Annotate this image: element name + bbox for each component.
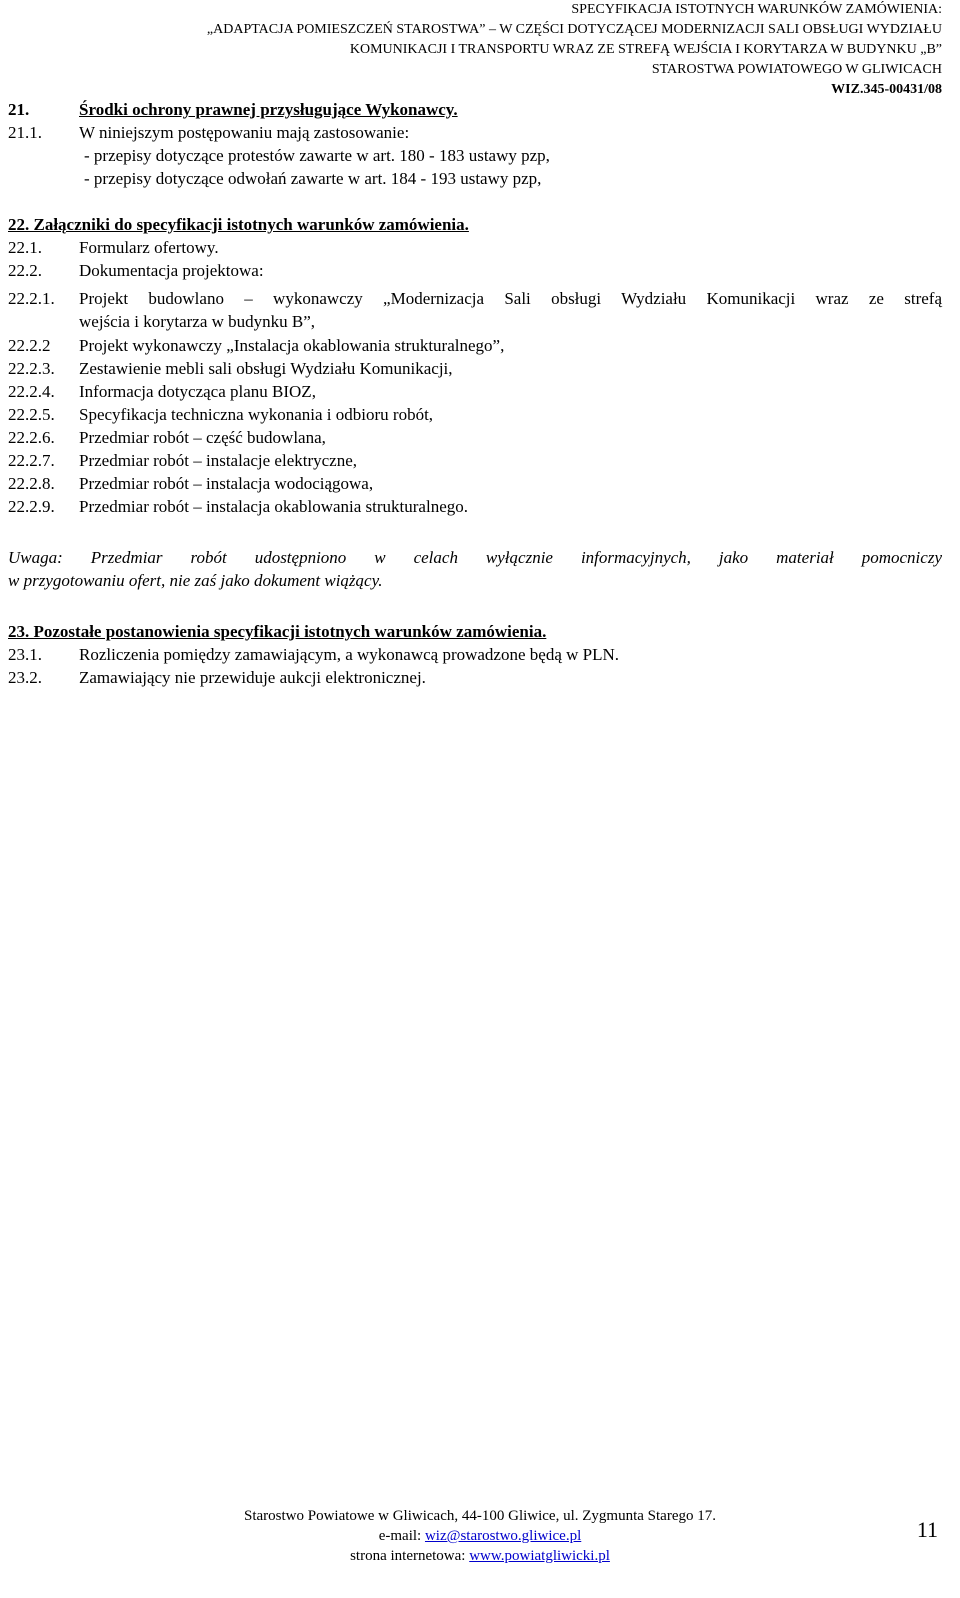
section-22-heading: 22. Załączniki do specyfikacji istotnych warunków zamówienia. (8, 215, 469, 234)
item-number: 23.2. (8, 668, 42, 687)
doc-22-2-1-line-2: wejścia i korytarza w budynku B”, (79, 312, 316, 331)
footer-email-label: e-mail: (378, 1528, 422, 1544)
section-title: Środki ochrony prawnej przysługujące Wykonawcy. (79, 100, 458, 119)
item-text: Przedmiar robót – instalacja okablowania strukturalnego. (79, 497, 468, 516)
note-line-1: Uwaga: Przedmiar robót udostępniono w celach wyłącznie informacyjnych, jako materiał pomocniczy (8, 548, 942, 567)
item-number: 22.1. (8, 238, 42, 257)
item-21-1-bullet-b: - przepisy dotyczące odwołań zawarte w art. 184 - 193 ustawy pzp, (84, 169, 542, 188)
footer-email (0, 1526, 960, 1546)
item-number: 21.1. (8, 123, 42, 142)
item-text: Zestawienie mebli sali obsługi Wydziału Komunikacji, (79, 359, 453, 378)
item-text: Rozliczenia pomiędzy zamawiającym, a wykonawcą prowadzone będą w PLN. (79, 645, 620, 664)
item-text: Informacja dotycząca planu BIOZ, (79, 382, 316, 401)
running-header (207, 0, 942, 100)
item-text: Specyfikacja techniczna wykonania i odbioru robót, (79, 405, 434, 424)
item-text: Przedmiar robót – instalacje elektryczne, (79, 451, 358, 470)
header-reference: WIZ.345-00431/08 (831, 82, 942, 97)
item-number: 22.2.3. (8, 359, 55, 378)
item-text: Projekt wykonawczy „Instalacja okablowania strukturalnego”, (79, 336, 505, 355)
footer-email-link[interactable]: wiz@starostwo.gliwice.pl (424, 1528, 582, 1544)
item-text: Przedmiar robót – część budowlana, (79, 428, 326, 447)
item-number: 22.2.6. (8, 428, 55, 447)
item-number: 22.2.5. (8, 405, 55, 424)
item-text: Zamawiający nie przewiduje aukcji elektronicznej. (79, 668, 426, 687)
section-23-heading: 23. Pozostałe postanowienia specyfikacji istotnych warunków zamówienia. (8, 622, 547, 641)
item-number: 22.2.9. (8, 497, 55, 516)
footer-web-link[interactable]: www.powiatgliwicki.pl (469, 1548, 610, 1564)
item-21-1-bullet-a: - przepisy dotyczące protestów zawarte w art. 180 - 183 ustawy pzp, (84, 146, 550, 165)
item-number: 22.2. (8, 261, 42, 280)
footer-address: Starostwo Powiatowe w Gliwicach, 44-100 Gliwice, ul. Zygmunta Starego 17. (243, 1508, 716, 1524)
header-line-4: STAROSTWA POWIATOWEGO W GLIWICACH (651, 62, 942, 77)
header-line-1: SPECYFIKACJA ISTOTNYCH WARUNKÓW ZAMÓWIENIA: (571, 2, 942, 17)
item-number: 22.2.8. (8, 474, 55, 493)
footer-web (0, 1546, 960, 1566)
note-paragraph (8, 546, 942, 592)
doc-22-2-1-line-1: Projekt budowlano – wykonawczy „Modernizacja Sali obsługi Wydziału Komunikacji wraz ze strefą (79, 289, 942, 308)
item-number: 22.2.2 (8, 336, 51, 355)
item-text: W niniejszym postępowaniu mają zastosowanie: (79, 123, 410, 142)
header-line-3: KOMUNIKACJI I TRANSPORTU WRAZ ZE STREFĄ WEJŚCIA I KORYTARZA W BUDYNKU „B” (349, 42, 942, 57)
page-number: 11 (916, 1517, 938, 1542)
section-number: 21. (8, 100, 30, 119)
header-line-2: „ADAPTACJA POMIESZCZEŃ STAROSTWA” – W CZĘŚCI DOTYCZĄCEJ MODERNIZACJI SALI OBSŁUGI WYDZIAŁU (206, 22, 942, 37)
item-text: Przedmiar robót – instalacja wodociągowa, (79, 474, 374, 493)
item-text: Dokumentacja projektowa: (79, 261, 264, 280)
item-number: 22.2.7. (8, 451, 55, 470)
note-line-2: w przygotowaniu ofert, nie zaś jako dokument wiążący. (8, 571, 383, 590)
footer-web-label: strona internetowa: (350, 1548, 466, 1564)
item-number: 22.2.1. (8, 289, 55, 308)
item-text: Formularz ofertowy. (79, 238, 219, 257)
item-number: 23.1. (8, 645, 42, 664)
item-number: 22.2.4. (8, 382, 55, 401)
